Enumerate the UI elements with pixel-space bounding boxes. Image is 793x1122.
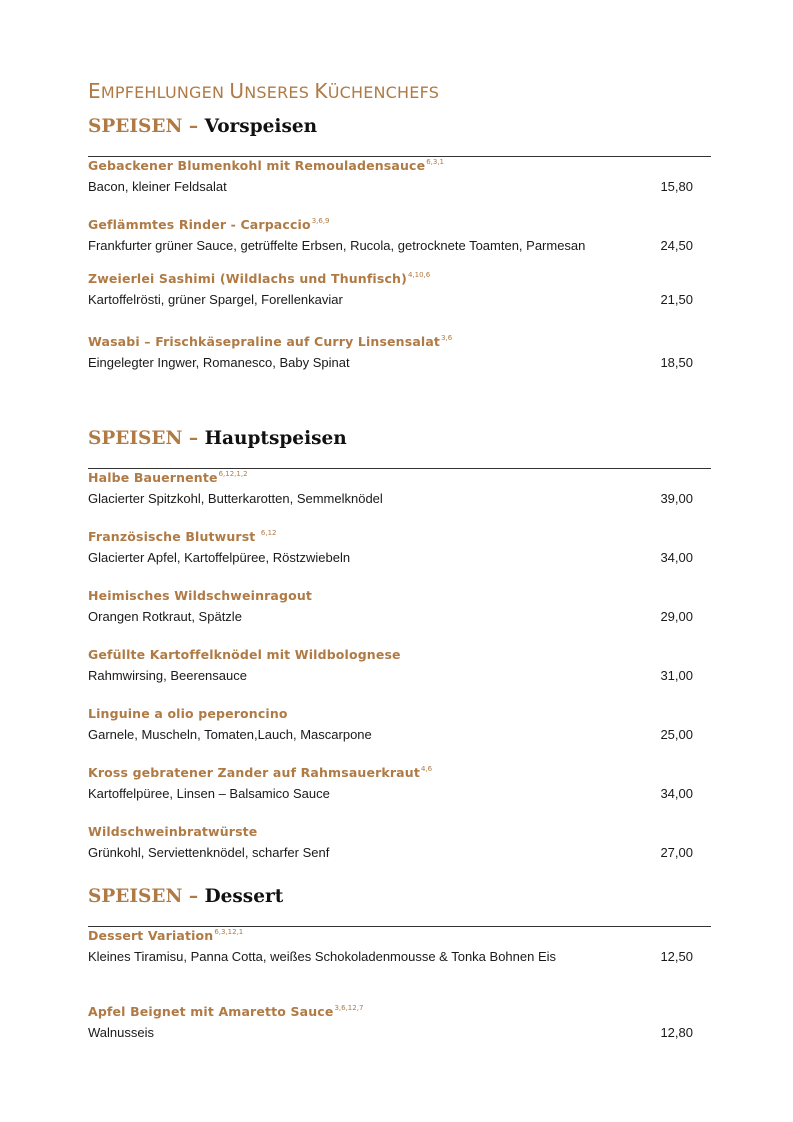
menu-item <box>88 928 693 965</box>
menu-item <box>88 529 693 566</box>
section-label: SPEISEN <box>88 116 183 137</box>
menu-item-description: Kleines Tiramisu, Panna Cotta, weißes Schokoladenmousse & Tonka Bohnen Eis <box>88 949 557 964</box>
section-dash: – <box>188 116 199 137</box>
menu-item-description: Rahmwirsing, Beerensauce <box>88 668 247 683</box>
allergen-codes: 6,3,1 <box>426 158 445 166</box>
section-divider <box>88 468 711 469</box>
menu-item <box>88 706 693 743</box>
menu-item-name: Kross gebratener Zander auf Rahmsauerkraut$^{4,6}$ <box>88 765 433 780</box>
menu-item-name: Französische Blutwurst $^{6,12}$ <box>88 529 277 544</box>
menu-item-price: 24,50 <box>660 238 693 253</box>
menu-item <box>88 1004 693 1041</box>
menu-item-description: Glacierter Apfel, Kartoffelpüree, Röstzwiebeln <box>88 550 351 565</box>
allergen-codes: 3,6,12,7 <box>334 1004 364 1012</box>
menu-item <box>88 217 693 254</box>
allergen-codes: 6,12,1,2 <box>218 470 248 478</box>
menu-item-description: Orangen Rotkraut, Spätzle <box>88 609 242 624</box>
allergen-codes: 4,10,6 <box>407 271 431 279</box>
menu-item <box>88 647 693 684</box>
menu-item-price: 12,50 <box>660 949 693 964</box>
section-divider <box>88 156 711 157</box>
menu-item-price: 34,00 <box>660 550 693 565</box>
menu-item-name: Zweierlei Sashimi (Wildlachs und Thunfisch)$^{4,10,6}$ <box>88 271 431 286</box>
menu-item <box>88 271 693 308</box>
menu-item-description: Garnele, Muscheln, Tomaten,Lauch, Mascarpone <box>88 727 372 742</box>
menu-item-description: Kartoffelpüree, Linsen – Balsamico Sauce <box>88 786 330 801</box>
menu-item-name: Apfel Beignet mit Amaretto Sauce$^{3,6,12,7}$ <box>88 1004 364 1019</box>
menu-item-description: Frankfurter grüner Sauce, getrüffelte Erbsen, Rucola, getrocknete Toamten, Parmesan <box>88 238 586 253</box>
menu-item-name: Geflämmtes Rinder - Carpaccio$^{3,6,9}$ <box>88 217 330 232</box>
menu-item <box>88 588 693 625</box>
allergen-codes: 4,6 <box>420 765 433 773</box>
section-divider <box>88 926 711 927</box>
menu-item-name: Gebackener Blumenkohl mit Remouladensauce$^{6,3,1}$ <box>88 158 445 173</box>
allergen-codes: 6,12 <box>260 529 277 537</box>
section-label: SPEISEN <box>88 428 183 449</box>
menu-item-price: 18,50 <box>660 355 693 370</box>
menu-item-price: 29,00 <box>660 609 693 624</box>
section-title-vorspeisen <box>88 115 317 139</box>
menu-item-description: Walnusseis <box>88 1025 154 1040</box>
menu-item-price: 12,80 <box>660 1025 693 1040</box>
menu-item <box>88 824 693 861</box>
menu-item-price: 21,50 <box>660 292 693 307</box>
menu-item-name: Linguine a olio peperoncino <box>88 706 288 721</box>
allergen-codes: 3,6,9 <box>311 217 330 225</box>
menu-item-price: 15,80 <box>660 179 693 194</box>
menu-item-name: Dessert Variation$^{6,3,12,1}$ <box>88 928 244 943</box>
menu-item <box>88 334 693 371</box>
section-subtitle: Dessert <box>204 886 284 907</box>
menu-item-price: 27,00 <box>660 845 693 860</box>
menu-item-name: Wasabi – Frischkäsepraline auf Curry Linsensalat$^{3,6}$ <box>88 334 453 349</box>
menu-item-name: Gefüllte Kartoffelknödel mit Wildbolognese <box>88 647 401 662</box>
section-title-dessert <box>88 885 283 909</box>
section-title-hauptspeisen <box>88 427 347 451</box>
menu-item-price: 39,00 <box>660 491 693 506</box>
section-label: SPEISEN <box>88 886 183 907</box>
menu-item-price: 25,00 <box>660 727 693 742</box>
menu-item-name: Halbe Bauernente$^{6,12,1,2}$ <box>88 470 248 485</box>
menu-item-description: Grünkohl, Serviettenknödel, scharfer Senf <box>88 845 330 860</box>
section-dash: – <box>188 886 199 907</box>
menu-item-price: 34,00 <box>660 786 693 801</box>
menu-item-description: Bacon, kleiner Feldsalat <box>88 179 227 194</box>
menu-item-price: 31,00 <box>660 668 693 683</box>
menu-item <box>88 765 693 802</box>
section-subtitle: Hauptspeisen <box>204 428 347 449</box>
menu-item-name: Heimisches Wildschweinragout <box>88 588 313 603</box>
section-dash: – <box>188 428 199 449</box>
allergen-codes: 6,3,12,1 <box>214 928 244 936</box>
menu-item <box>88 470 693 507</box>
allergen-codes: 3,6 <box>441 334 453 342</box>
menu-item-description: Eingelegter Ingwer, Romanesco, Baby Spinat <box>88 355 350 370</box>
menu-item-description: Kartoffelrösti, grüner Spargel, Forellenkaviar <box>88 292 343 307</box>
menu-item <box>88 158 693 195</box>
menu-item-name: Wildschweinbratwürste <box>88 824 258 839</box>
menu-main-title: EMPFEHLUNGEN UNSERES KÜCHENCHEFS <box>88 79 440 103</box>
section-subtitle: Vorspeisen <box>204 116 318 137</box>
menu-item-description: Glacierter Spitzkohl, Butterkarotten, Semmelknödel <box>88 491 383 506</box>
